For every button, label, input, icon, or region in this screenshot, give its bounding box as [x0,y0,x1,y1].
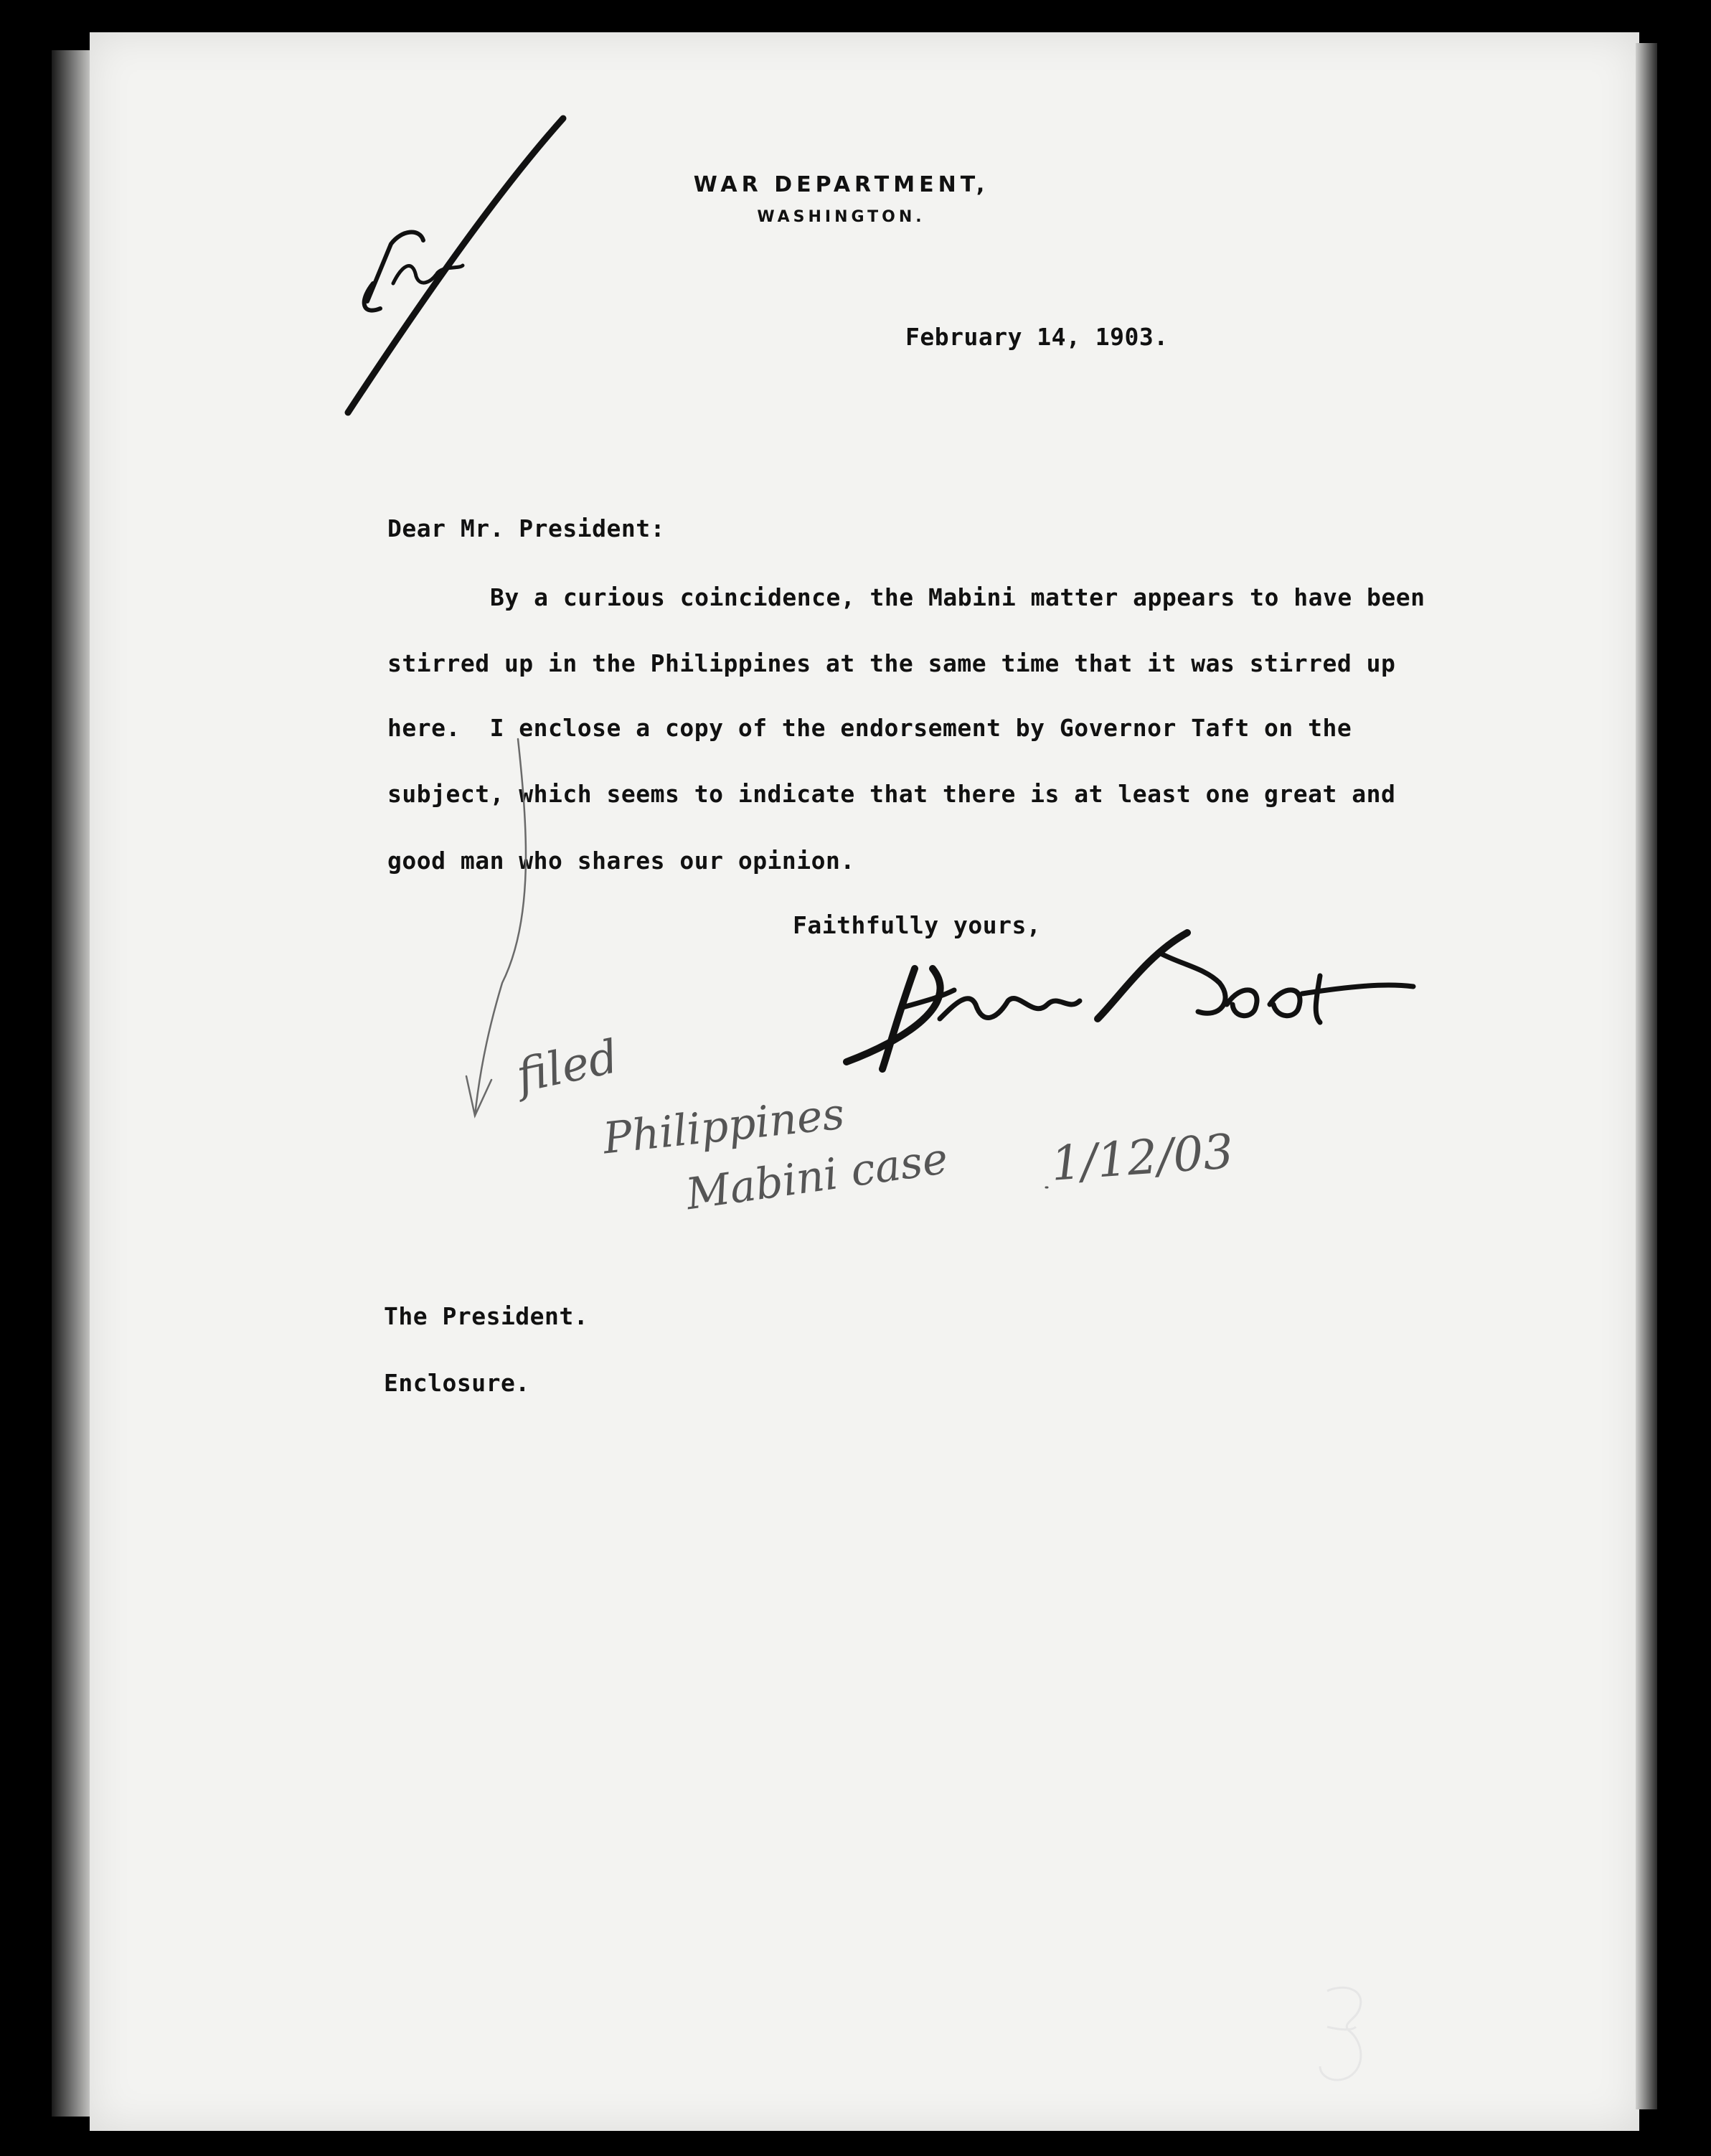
body-line-5: good man who shares our opinion. [387,847,855,875]
letter-paper [90,32,1639,2131]
enclosure-note: Enclosure. [384,1369,530,1397]
pencil-note-philippines: Philippines [600,1088,847,1164]
body-line-2: stirred up in the Philippines at the same time that it was stirred up [387,649,1396,677]
pencil-note-date: 1/12/03 [1049,1124,1235,1192]
body-line-3: here. I enclose a copy of the endorsement by Governor Taft on the [387,714,1352,742]
paper-edge-left [52,50,95,2117]
body-line-1: By a curious coincidence, the Mabini matter appears to have been [490,583,1425,611]
salutation: Dear Mr. President: [387,514,665,542]
letter-date: February 14, 1903. [905,323,1169,351]
addressee: The President. [384,1302,589,1330]
body-line-4: subject, which seems to indicate that there is at least one great and [387,780,1396,808]
letterhead-city: WASHINGTON. [757,208,925,226]
letterhead-department: WAR DEPARTMENT, [693,172,989,197]
paper-edge-right [1636,43,1657,2109]
pencil-note-filed: filed [512,1030,623,1103]
closing: Faithfully yours, [793,911,1042,939]
pencil-note-mabini-case: Mabini case [682,1133,951,1220]
